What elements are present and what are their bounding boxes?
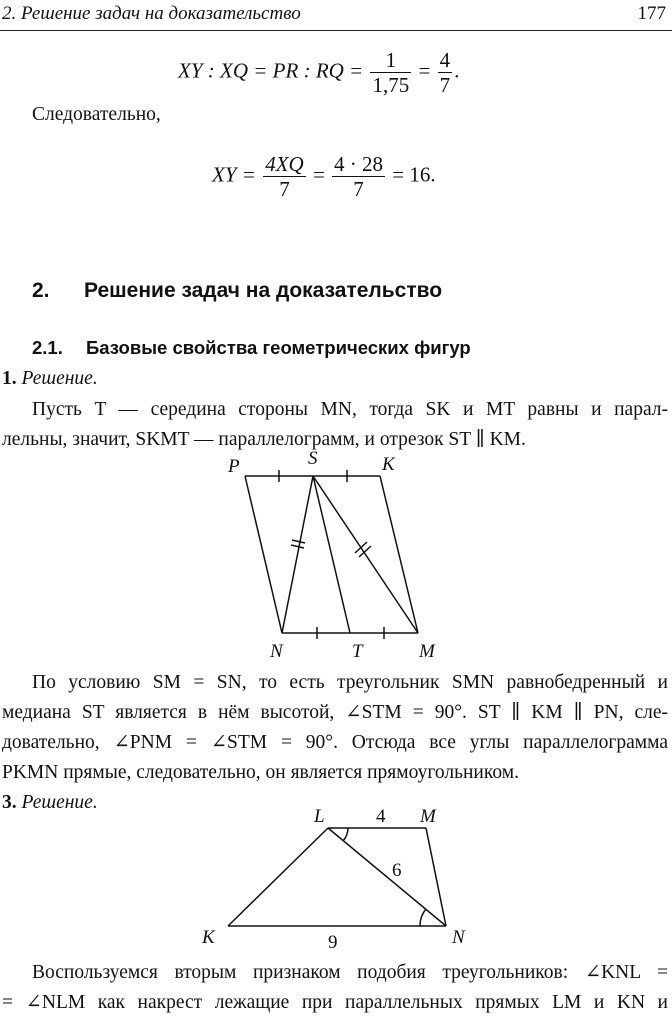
section-number: 2.	[32, 279, 50, 302]
label-n: N	[270, 641, 283, 662]
problem-1-line: довательно, ∠PNM = ∠STM = 90°. Отсюда все углы параллелограмма	[2, 732, 668, 753]
fraction	[438, 48, 453, 97]
fraction-numerator: 4	[439, 48, 451, 72]
length-lm: 4	[376, 806, 386, 827]
problem-1-heading	[2, 363, 98, 394]
section-title: Решение задач на доказательство	[84, 279, 443, 302]
equation-lhs: XY : XQ = PR : RQ =	[178, 58, 364, 83]
equals-sign: =	[312, 162, 325, 187]
segment-st	[313, 476, 350, 633]
period: .	[454, 58, 460, 83]
equation-ratio	[178, 48, 459, 97]
label-s: S	[308, 448, 318, 469]
problem-number: 3.	[2, 792, 17, 813]
header-rule	[0, 30, 672, 31]
angle-arc-l	[343, 828, 348, 841]
subsection-title: Базовые свойства геометрических фигур	[86, 337, 471, 358]
length-ln: 6	[392, 860, 402, 881]
segment-sm	[313, 476, 418, 633]
figure-parallelogram	[220, 446, 460, 664]
segment-pn	[245, 476, 282, 633]
problem-1-line: лельны, значит, SKMT — параллелограмм, и отрезок ST ∥ KM.	[2, 429, 526, 450]
figure-trapezoid	[196, 800, 476, 952]
problem-3-line: = ∠NLM как накрест лежащие при параллельных прямых LM и KN и	[2, 992, 668, 1013]
label-l: L	[314, 806, 325, 827]
segment-km	[380, 476, 418, 633]
problem-3-line: Воспользуемся вторым признаком подобия треугольников: ∠KNL =	[32, 962, 668, 983]
length-kn: 9	[328, 932, 338, 952]
segment-sn	[282, 476, 313, 633]
equals-sign: =	[418, 58, 431, 83]
fraction-denominator: 1,75	[372, 73, 410, 98]
fraction	[332, 152, 385, 201]
problem-1-line: Пусть T — середина стороны MN, тогда SK и MT равны и парал-	[32, 399, 668, 420]
fraction-denominator: 7	[353, 177, 364, 202]
label-n: N	[452, 927, 465, 948]
solution-label: Решение.	[21, 368, 98, 389]
fraction-numerator: 4XQ	[265, 152, 304, 176]
problem-1-line: PKMN прямые, следовательно, он является прямоугольником.	[2, 762, 519, 783]
label-k: K	[382, 454, 395, 475]
equation-xy	[212, 152, 436, 201]
label-p: P	[228, 456, 240, 477]
fraction-denominator: 7	[439, 73, 451, 98]
equation-lhs: XY =	[212, 162, 256, 187]
label-m: M	[420, 806, 436, 827]
problem-1-line: По условию SM = SN, то есть треугольник SMN равнобедренный и	[32, 672, 668, 693]
fraction	[370, 48, 411, 97]
angle-arc-n	[420, 909, 426, 926]
double-tick-mark	[291, 545, 304, 548]
label-t: T	[352, 641, 363, 662]
subsection-number: 2.1.	[32, 337, 63, 358]
fraction-denominator: 7	[279, 177, 290, 202]
label-m: M	[419, 641, 435, 662]
equation-rhs: = 16.	[392, 162, 436, 187]
text-therefore: Следовательно,	[32, 104, 161, 125]
problem-3-heading	[2, 787, 98, 818]
double-tick-mark	[292, 540, 305, 543]
running-title: 2. Решение задач на доказательство	[2, 3, 301, 24]
fraction-numerator: 4 · 28	[334, 152, 384, 176]
label-k: K	[202, 927, 215, 948]
fraction	[263, 152, 306, 201]
page-number: 177	[637, 3, 666, 24]
solution-label: Решение.	[21, 792, 98, 813]
problem-1-line: медиана ST является в нём высотой, ∠STM = 90°. ST ∥ KM ∥ PN, сле-	[2, 702, 668, 723]
fraction-numerator: 1	[370, 48, 411, 73]
problem-number: 1.	[2, 368, 17, 389]
segment-lk	[228, 828, 328, 926]
